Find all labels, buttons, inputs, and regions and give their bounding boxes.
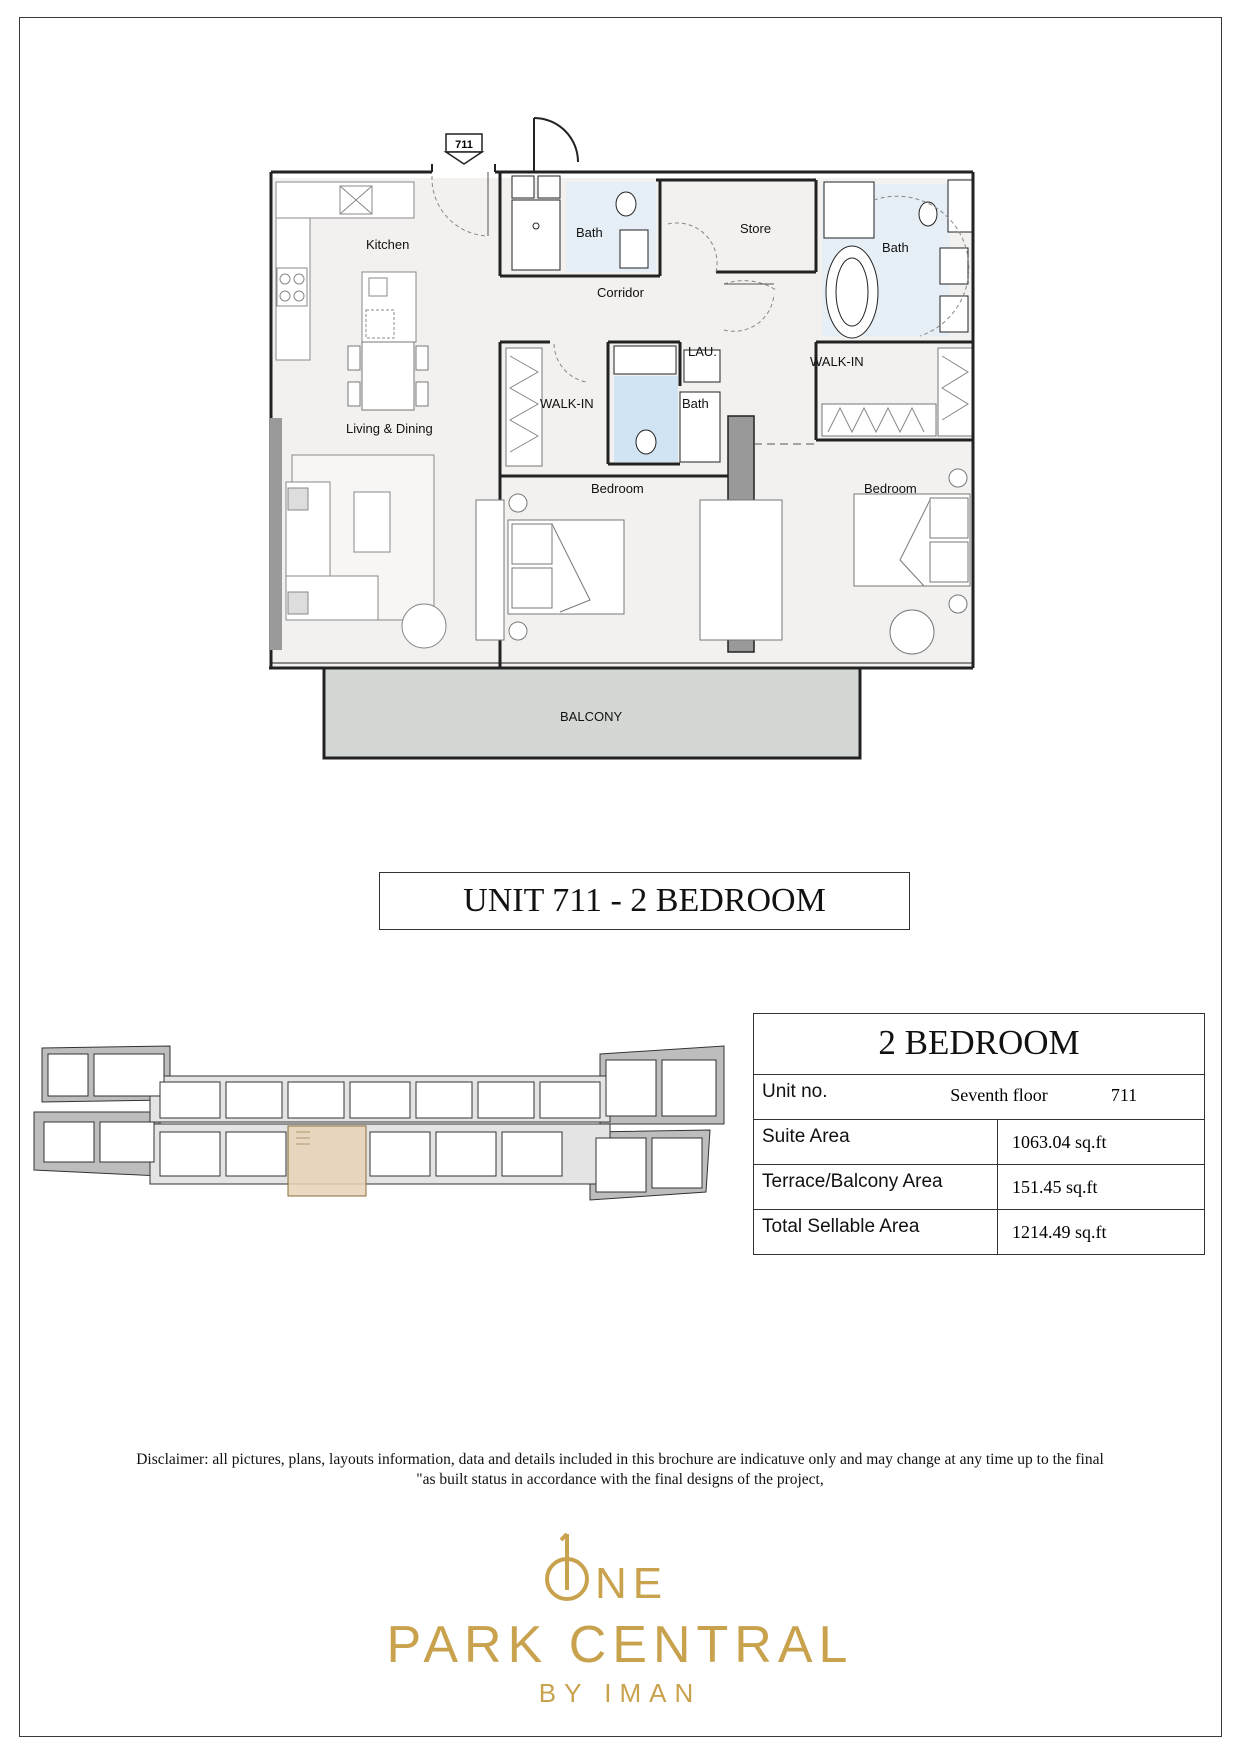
- suite-area-label: Suite Area: [754, 1120, 998, 1164]
- disclaimer-line-1: Disclaimer: all pictures, plans, layouts information, data and details included in this brochure are indicatuve only and may change at any time up to the final: [136, 1451, 1104, 1468]
- room-label-balcony: BALCONY: [560, 709, 623, 724]
- total-area-value: 1214.49 sq.ft: [1012, 1222, 1107, 1242]
- logo-line-park-central: PARK CENTRAL: [386, 1616, 854, 1674]
- spec-row-total-area: [754, 1210, 1204, 1254]
- balcony-area-value: 151.45 sq.ft: [1012, 1177, 1098, 1197]
- room-label-walkin1: WALK-IN: [540, 396, 594, 411]
- unit-number-value: 711: [1110, 1085, 1138, 1105]
- room-label-bedroom2: Bedroom: [864, 481, 917, 496]
- spec-row-suite-area: [754, 1120, 1204, 1165]
- spec-row-balcony-area: [754, 1165, 1204, 1210]
- room-label-store: Store: [740, 221, 772, 236]
- room-label-walkin2: WALK-IN: [810, 354, 864, 369]
- unit-title: UNIT 711 - 2 BEDROOM: [379, 872, 910, 930]
- room-label-bedroom1: Bedroom: [591, 481, 644, 496]
- room-label-bath2: Bath: [882, 240, 909, 255]
- room-label-lau: LAU.: [688, 344, 717, 359]
- floor-plan: [0, 0, 1241, 780]
- balcony-area-label: Terrace/Balcony Area: [754, 1165, 998, 1209]
- spec-heading: 2 BEDROOM: [754, 1014, 1204, 1075]
- room-label-kitchen: Kitchen: [366, 237, 410, 252]
- disclaimer-line-2: "as built status in accordance with the final designs of the project,: [416, 1471, 824, 1488]
- logo-line-one: NE: [595, 1559, 669, 1608]
- disclaimer: [60, 1450, 1180, 1490]
- room-label-corridor: Corridor: [597, 285, 644, 300]
- one-park-central-logo: [330, 1530, 910, 1710]
- room-label-bath3: Bath: [682, 396, 709, 411]
- room-label-bath1: Bath: [576, 225, 603, 240]
- spec-table: [753, 1013, 1205, 1255]
- total-area-label: Total Sellable Area: [754, 1210, 998, 1254]
- room-label-living: Living & Dining: [346, 421, 433, 436]
- unit-no-label: Unit no.: [762, 1081, 828, 1102]
- floor-value: Seventh floor: [950, 1085, 1048, 1105]
- spec-row-unit: [754, 1075, 1204, 1120]
- svg-text:711: 711: [455, 139, 473, 151]
- key-plan: [30, 1040, 730, 1230]
- unit-tag: [446, 134, 482, 164]
- unit-highlight: [288, 1126, 366, 1196]
- logo-line-by-iman: BY IMAN: [538, 1678, 702, 1708]
- suite-area-value: 1063.04 sq.ft: [1012, 1132, 1107, 1152]
